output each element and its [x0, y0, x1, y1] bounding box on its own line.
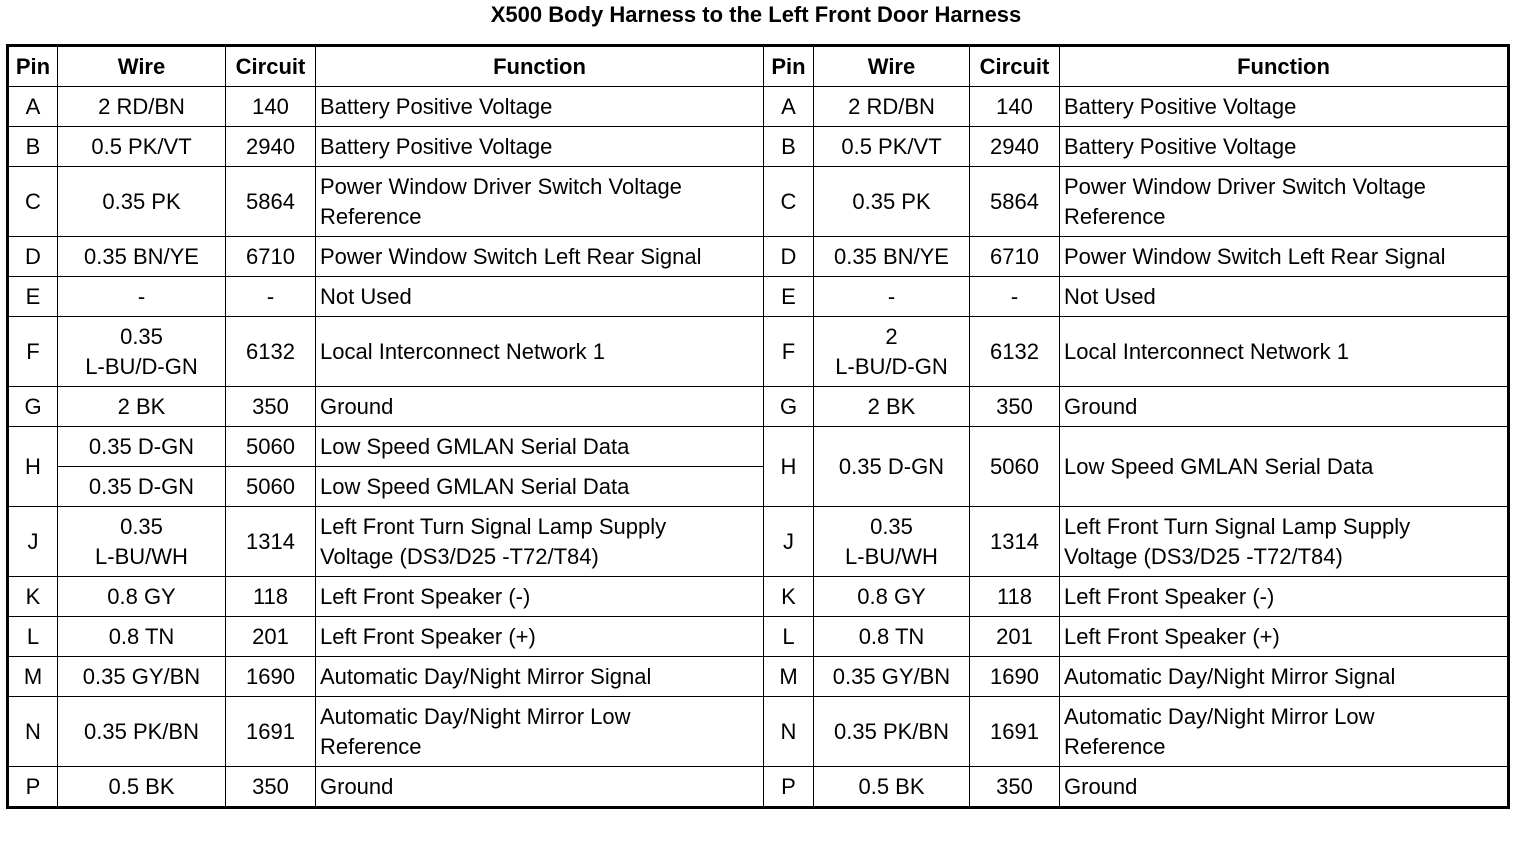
function-cell: Power Window Switch Left Rear Signal: [316, 237, 764, 277]
wire-cell: -: [814, 277, 970, 317]
pin-cell: E: [8, 277, 58, 317]
wire-cell: -: [58, 277, 226, 317]
table-row: [8, 387, 1509, 427]
circuit-cell: 5060: [226, 467, 316, 507]
function-line: Reference: [1064, 203, 1166, 229]
circuit-cell: 2940: [226, 127, 316, 167]
circuit-cell: 1690: [226, 657, 316, 697]
circuit-cell: 201: [226, 617, 316, 657]
function-cell: Automatic Day/Night Mirror Signal: [1060, 657, 1509, 697]
pin-cell: L: [764, 617, 814, 657]
wire-cell: [814, 317, 970, 387]
pin-cell: D: [764, 237, 814, 277]
table-row: [8, 617, 1509, 657]
header-circuit: Circuit: [970, 46, 1060, 87]
function-line: Reference: [1064, 733, 1166, 759]
header-function: Function: [1060, 46, 1509, 87]
circuit-cell: 5060: [970, 427, 1060, 507]
circuit-cell: 1314: [970, 507, 1060, 577]
wire-cell: 2 RD/BN: [814, 87, 970, 127]
wire-cell: 0.35 BN/YE: [58, 237, 226, 277]
function-cell: Local Interconnect Network 1: [1060, 317, 1509, 387]
circuit-cell: 2940: [970, 127, 1060, 167]
circuit-cell: 350: [226, 387, 316, 427]
function-cell: Left Front Speaker (+): [1060, 617, 1509, 657]
function-line: Power Window Driver Switch Voltage: [320, 173, 682, 199]
circuit-cell: 350: [970, 767, 1060, 808]
function-cell: [1060, 167, 1509, 237]
pin-cell: M: [764, 657, 814, 697]
wire-cell: 0.35 BN/YE: [814, 237, 970, 277]
circuit-cell: 6710: [226, 237, 316, 277]
wire-cell: 0.5 BK: [58, 767, 226, 808]
wire-line: L-BU/WH: [845, 543, 938, 569]
function-cell: Battery Positive Voltage: [1060, 127, 1509, 167]
wire-cell: 0.8 TN: [814, 617, 970, 657]
pin-cell: L: [8, 617, 58, 657]
table-row: [8, 657, 1509, 697]
function-cell: Battery Positive Voltage: [1060, 87, 1509, 127]
table-row: [8, 277, 1509, 317]
function-cell: Not Used: [1060, 277, 1509, 317]
circuit-cell: 1314: [226, 507, 316, 577]
wire-cell: 0.5 PK/VT: [814, 127, 970, 167]
circuit-cell: 140: [226, 87, 316, 127]
circuit-cell: 6132: [970, 317, 1060, 387]
wire-line: 0.35: [870, 513, 913, 539]
circuit-cell: 1690: [970, 657, 1060, 697]
pin-cell: G: [764, 387, 814, 427]
pin-cell: K: [8, 577, 58, 617]
function-line: Left Front Turn Signal Lamp Supply: [1064, 513, 1411, 539]
table-row: [8, 317, 1509, 387]
function-line: Automatic Day/Night Mirror Low: [1064, 703, 1375, 729]
header-function: Function: [316, 46, 764, 87]
wire-cell: 0.5 BK: [814, 767, 970, 808]
function-cell: Ground: [1060, 387, 1509, 427]
pin-cell: A: [764, 87, 814, 127]
header-row: [8, 46, 1509, 87]
wire-line: 0.35: [120, 323, 163, 349]
wire-cell: 0.5 PK/VT: [58, 127, 226, 167]
function-line: Automatic Day/Night Mirror Low: [320, 703, 631, 729]
pin-cell: C: [764, 167, 814, 237]
function-cell: Automatic Day/Night Mirror Signal: [316, 657, 764, 697]
wire-cell: 2 RD/BN: [58, 87, 226, 127]
wire-cell: [58, 317, 226, 387]
function-cell: Local Interconnect Network 1: [316, 317, 764, 387]
function-cell: [316, 167, 764, 237]
function-line: Power Window Driver Switch Voltage: [1064, 173, 1426, 199]
function-line: Reference: [320, 733, 422, 759]
circuit-cell: 350: [970, 387, 1060, 427]
wire-cell: 0.35 GY/BN: [814, 657, 970, 697]
function-cell: Left Front Speaker (+): [316, 617, 764, 657]
table-row: [8, 427, 1509, 467]
pin-cell: F: [764, 317, 814, 387]
wire-cell: 0.35 PK/BN: [814, 697, 970, 767]
wire-cell: 0.35 D-GN: [58, 467, 226, 507]
pin-cell: M: [8, 657, 58, 697]
function-cell: Left Front Speaker (-): [1060, 577, 1509, 617]
circuit-cell: 118: [226, 577, 316, 617]
wire-cell: [814, 507, 970, 577]
harness-table: [6, 44, 1510, 809]
wire-cell: 0.35 PK: [58, 167, 226, 237]
function-line: Reference: [320, 203, 422, 229]
table-row: [8, 167, 1509, 237]
wire-cell: 0.8 GY: [814, 577, 970, 617]
function-cell: Power Window Switch Left Rear Signal: [1060, 237, 1509, 277]
function-cell: Battery Positive Voltage: [316, 87, 764, 127]
circuit-cell: 5060: [226, 427, 316, 467]
header-pin: Pin: [764, 46, 814, 87]
wire-cell: 0.35 D-GN: [58, 427, 226, 467]
function-cell: [316, 697, 764, 767]
circuit-cell: 118: [970, 577, 1060, 617]
circuit-cell: 140: [970, 87, 1060, 127]
function-cell: Not Used: [316, 277, 764, 317]
pin-cell: C: [8, 167, 58, 237]
pin-cell: P: [8, 767, 58, 808]
pin-cell: G: [8, 387, 58, 427]
function-cell: Low Speed GMLAN Serial Data: [1060, 427, 1509, 507]
pin-cell: H: [8, 427, 58, 507]
table-row: [8, 697, 1509, 767]
wire-cell: 0.35 PK: [814, 167, 970, 237]
wire-cell: 2 BK: [814, 387, 970, 427]
wire-line: 0.35: [120, 513, 163, 539]
wire-cell: [58, 507, 226, 577]
wire-cell: 0.35 PK/BN: [58, 697, 226, 767]
function-cell: Left Front Speaker (-): [316, 577, 764, 617]
table-row: [8, 127, 1509, 167]
pin-cell: E: [764, 277, 814, 317]
circuit-cell: 5864: [226, 167, 316, 237]
pin-cell: F: [8, 317, 58, 387]
wire-line: L-BU/WH: [95, 543, 188, 569]
header-pin: Pin: [8, 46, 58, 87]
pin-cell: J: [764, 507, 814, 577]
circuit-cell: 1691: [226, 697, 316, 767]
wire-cell: 0.35 GY/BN: [58, 657, 226, 697]
wire-line: L-BU/D-GN: [85, 353, 198, 379]
table-row: [8, 87, 1509, 127]
pin-cell: J: [8, 507, 58, 577]
pin-cell: B: [764, 127, 814, 167]
function-cell: Low Speed GMLAN Serial Data: [316, 467, 764, 507]
header-wire: Wire: [58, 46, 226, 87]
circuit-cell: 1691: [970, 697, 1060, 767]
function-cell: [1060, 507, 1509, 577]
table-row: [8, 237, 1509, 277]
header-circuit: Circuit: [226, 46, 316, 87]
function-cell: Ground: [316, 767, 764, 808]
pin-cell: K: [764, 577, 814, 617]
circuit-cell: -: [226, 277, 316, 317]
function-cell: Ground: [1060, 767, 1509, 808]
pin-cell: A: [8, 87, 58, 127]
circuit-cell: -: [970, 277, 1060, 317]
pin-cell: D: [8, 237, 58, 277]
function-line: Voltage (DS3/D25 -T72/T84): [320, 543, 599, 569]
function-cell: [316, 507, 764, 577]
circuit-cell: 6132: [226, 317, 316, 387]
function-line: Voltage (DS3/D25 -T72/T84): [1064, 543, 1343, 569]
header-wire: Wire: [814, 46, 970, 87]
pin-cell: N: [8, 697, 58, 767]
wire-line: 2: [885, 323, 898, 349]
wire-cell: 0.35 D-GN: [814, 427, 970, 507]
function-cell: Low Speed GMLAN Serial Data: [316, 427, 764, 467]
function-cell: Battery Positive Voltage: [316, 127, 764, 167]
table-row: [8, 507, 1509, 577]
table-row: [8, 767, 1509, 808]
wire-line: L-BU/D-GN: [835, 353, 948, 379]
wire-cell: 2 BK: [58, 387, 226, 427]
pin-cell: H: [764, 427, 814, 507]
pin-cell: N: [764, 697, 814, 767]
function-line: Left Front Turn Signal Lamp Supply: [320, 513, 667, 539]
function-cell: Ground: [316, 387, 764, 427]
wire-cell: 0.8 TN: [58, 617, 226, 657]
function-cell: [1060, 697, 1509, 767]
page-title: X500 Body Harness to the Left Front Door Harness: [490, 2, 1022, 27]
table-row: [8, 577, 1509, 617]
circuit-cell: 350: [226, 767, 316, 808]
pin-cell: P: [764, 767, 814, 808]
pin-cell: B: [8, 127, 58, 167]
circuit-cell: 201: [970, 617, 1060, 657]
wire-cell: 0.8 GY: [58, 577, 226, 617]
circuit-cell: 5864: [970, 167, 1060, 237]
circuit-cell: 6710: [970, 237, 1060, 277]
